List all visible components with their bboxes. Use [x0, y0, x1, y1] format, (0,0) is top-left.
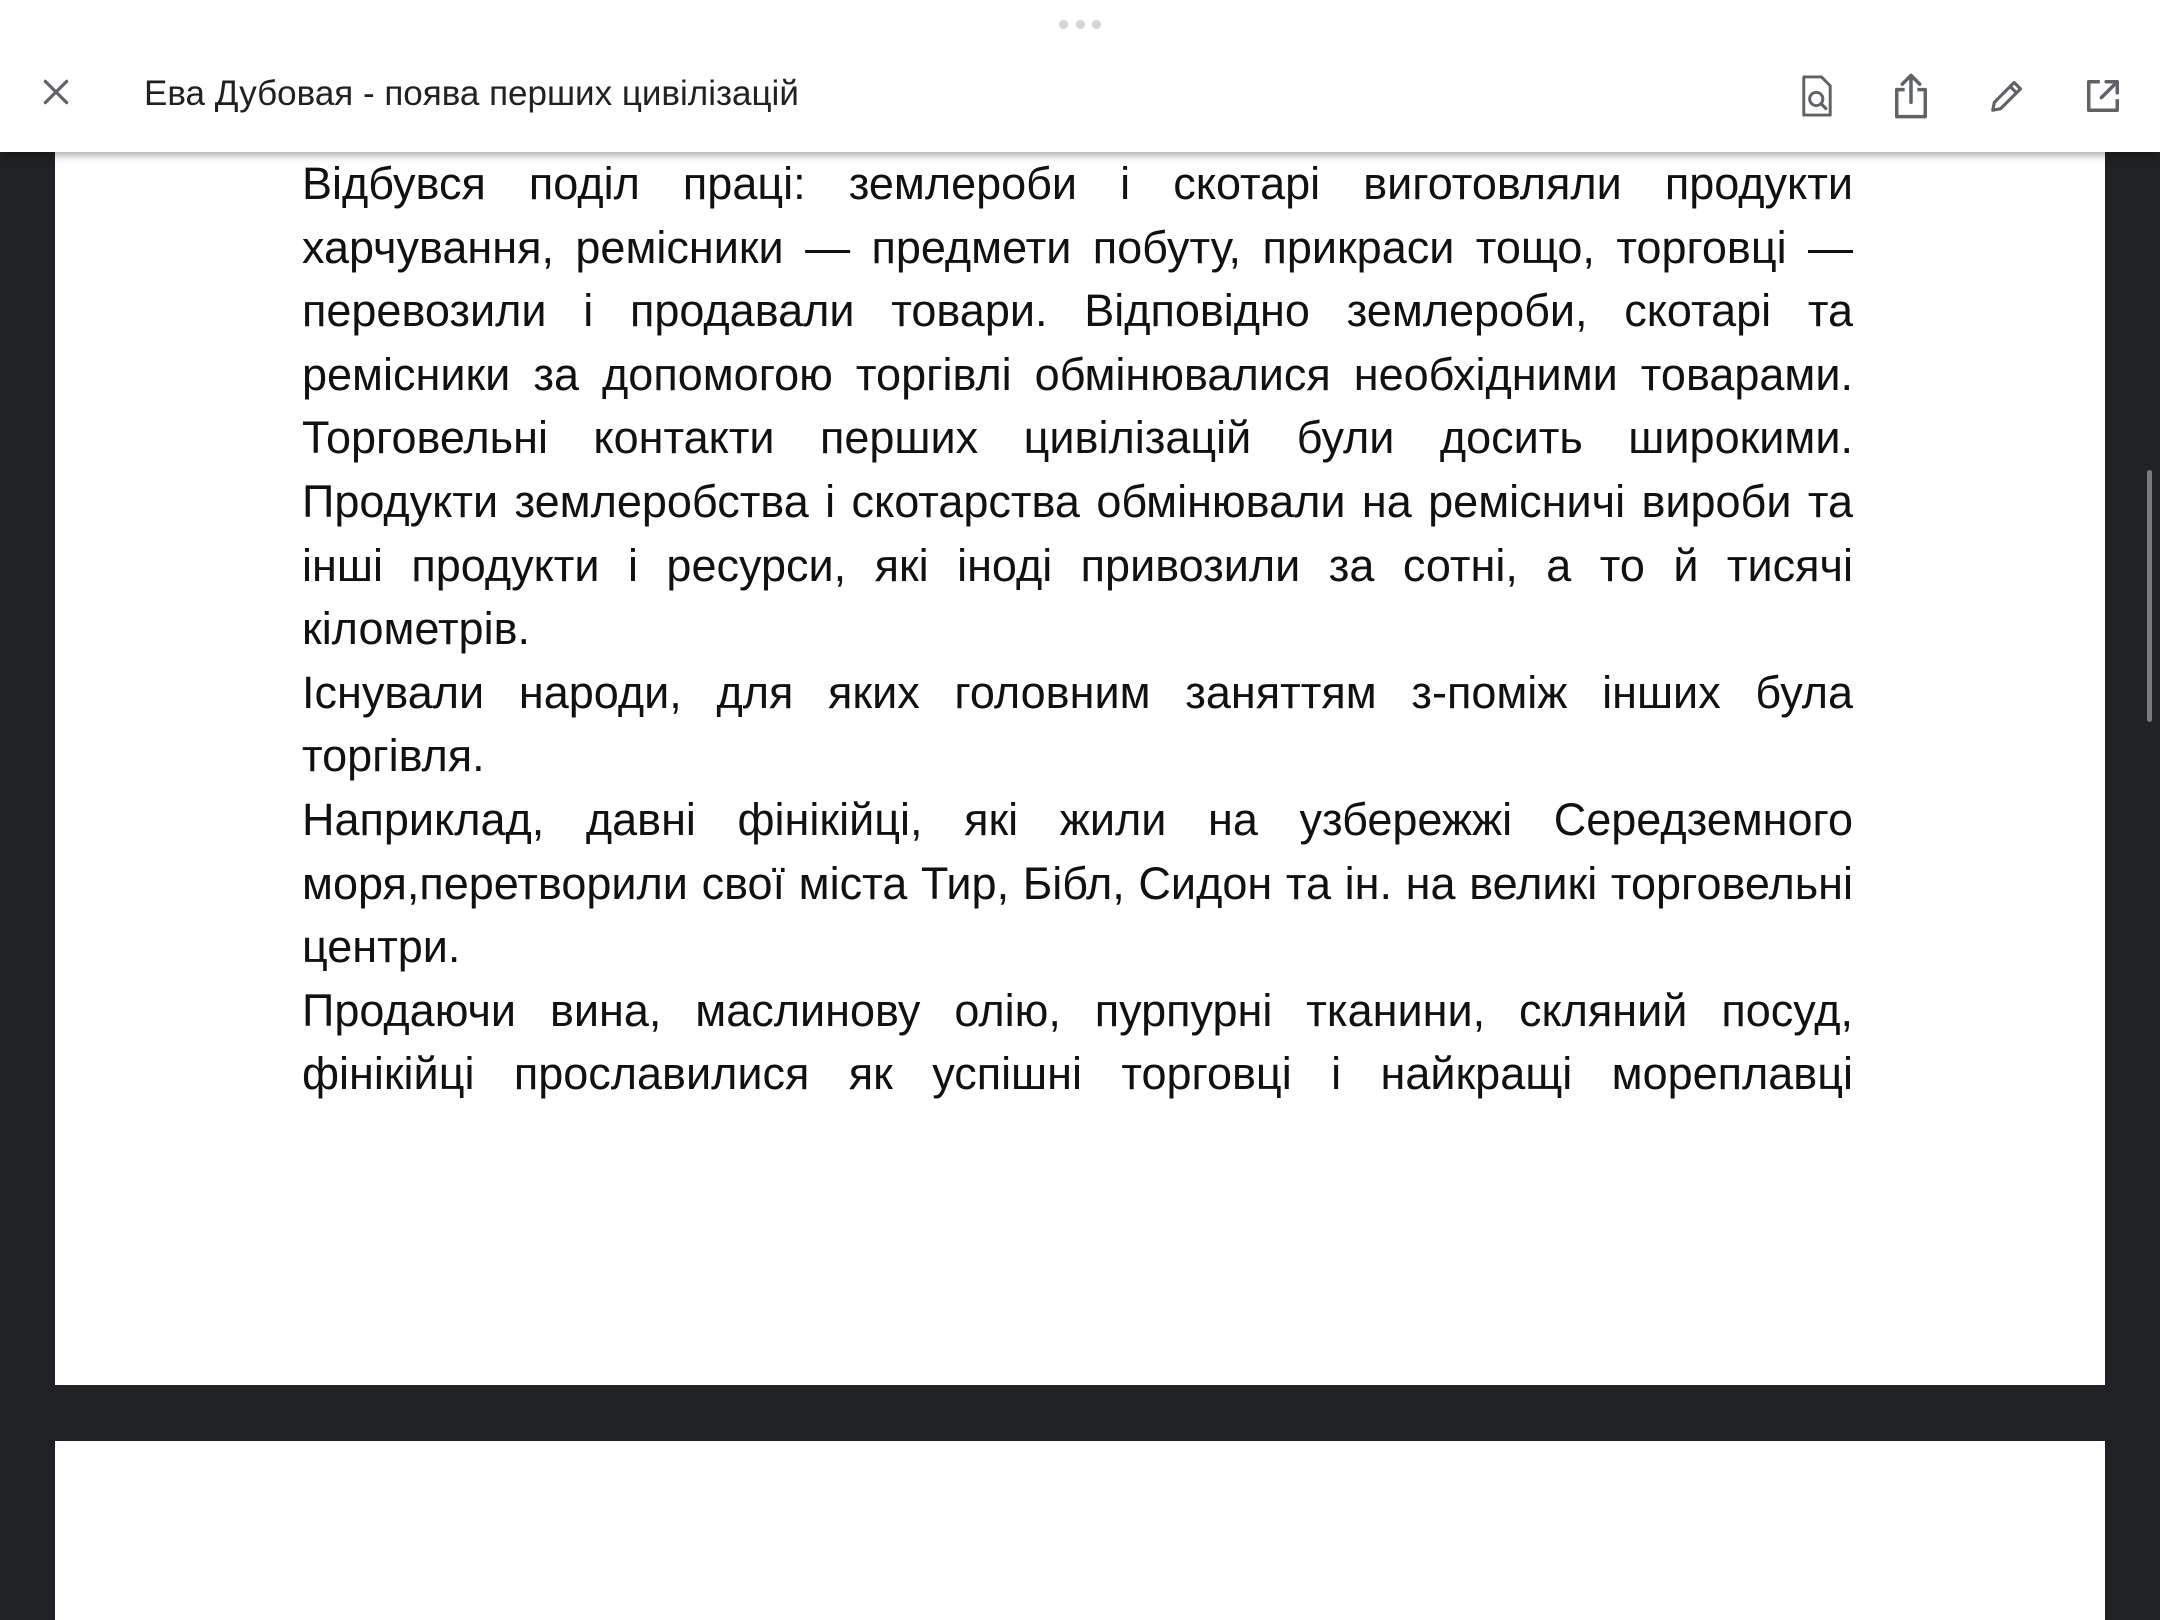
paragraph: Продаючи вина, маслинову олію, пурпурні тканини, скляний посуд, фінікійці прославилися як успішні торговці і найкращі мореплавці — [302, 984, 1853, 1100]
close-icon — [40, 76, 72, 108]
paragraph: Наприклад, давні фінікійці, які жили на узбережжі Середземного моря,перетворили свої міста Тир, Бібл, Сидон та ін. на великі торговельні центри. — [302, 793, 1853, 973]
paragraph: Існували народи, для яких головним заняттям з-поміж інших була торгівля. — [302, 666, 1853, 782]
find-in-document-button[interactable] — [1791, 70, 1843, 122]
top-app-bar — [0, 0, 2160, 152]
drag-handle-dot — [1059, 20, 1068, 29]
document-title: Ева Дубовая - поява перших цивілізацій — [144, 74, 799, 113]
share-button[interactable] — [1885, 70, 1937, 122]
pencil-icon — [1988, 77, 2026, 115]
document-search-icon — [1799, 74, 1835, 118]
document-body — [302, 152, 1853, 1106]
drag-handle-dot — [1076, 20, 1085, 29]
document-page-next — [55, 1441, 2105, 1620]
drag-handle[interactable] — [1059, 20, 1101, 30]
edit-button[interactable] — [1981, 70, 2033, 122]
scrollbar-thumb[interactable] — [2147, 470, 2152, 722]
open-in-new-button[interactable] — [2077, 70, 2129, 122]
close-button[interactable] — [30, 66, 82, 118]
open-in-new-icon — [2084, 77, 2122, 115]
drag-handle-dot — [1092, 20, 1101, 29]
share-icon — [1892, 72, 1930, 120]
paragraph: Відбувся поділ праці: землероби і скотарі виготовляли продукти харчування, ремісники — предмети побуту, прикраси тощо, торговці — перевозили і продавали товари. Відповідно землероби, скотарі та ремісники за допомогою торгівлі обмінювалися необхідними товарами. Торговельні контакти перших цивілізацій були досить широкими. Продукти землеробства і скотарства обмінювали на ремісничі вироби та інші продукти і ресурси, які іноді привозили за сотні, а то й тисячі кілометрів. — [302, 158, 1853, 655]
document-page — [55, 152, 2105, 1385]
